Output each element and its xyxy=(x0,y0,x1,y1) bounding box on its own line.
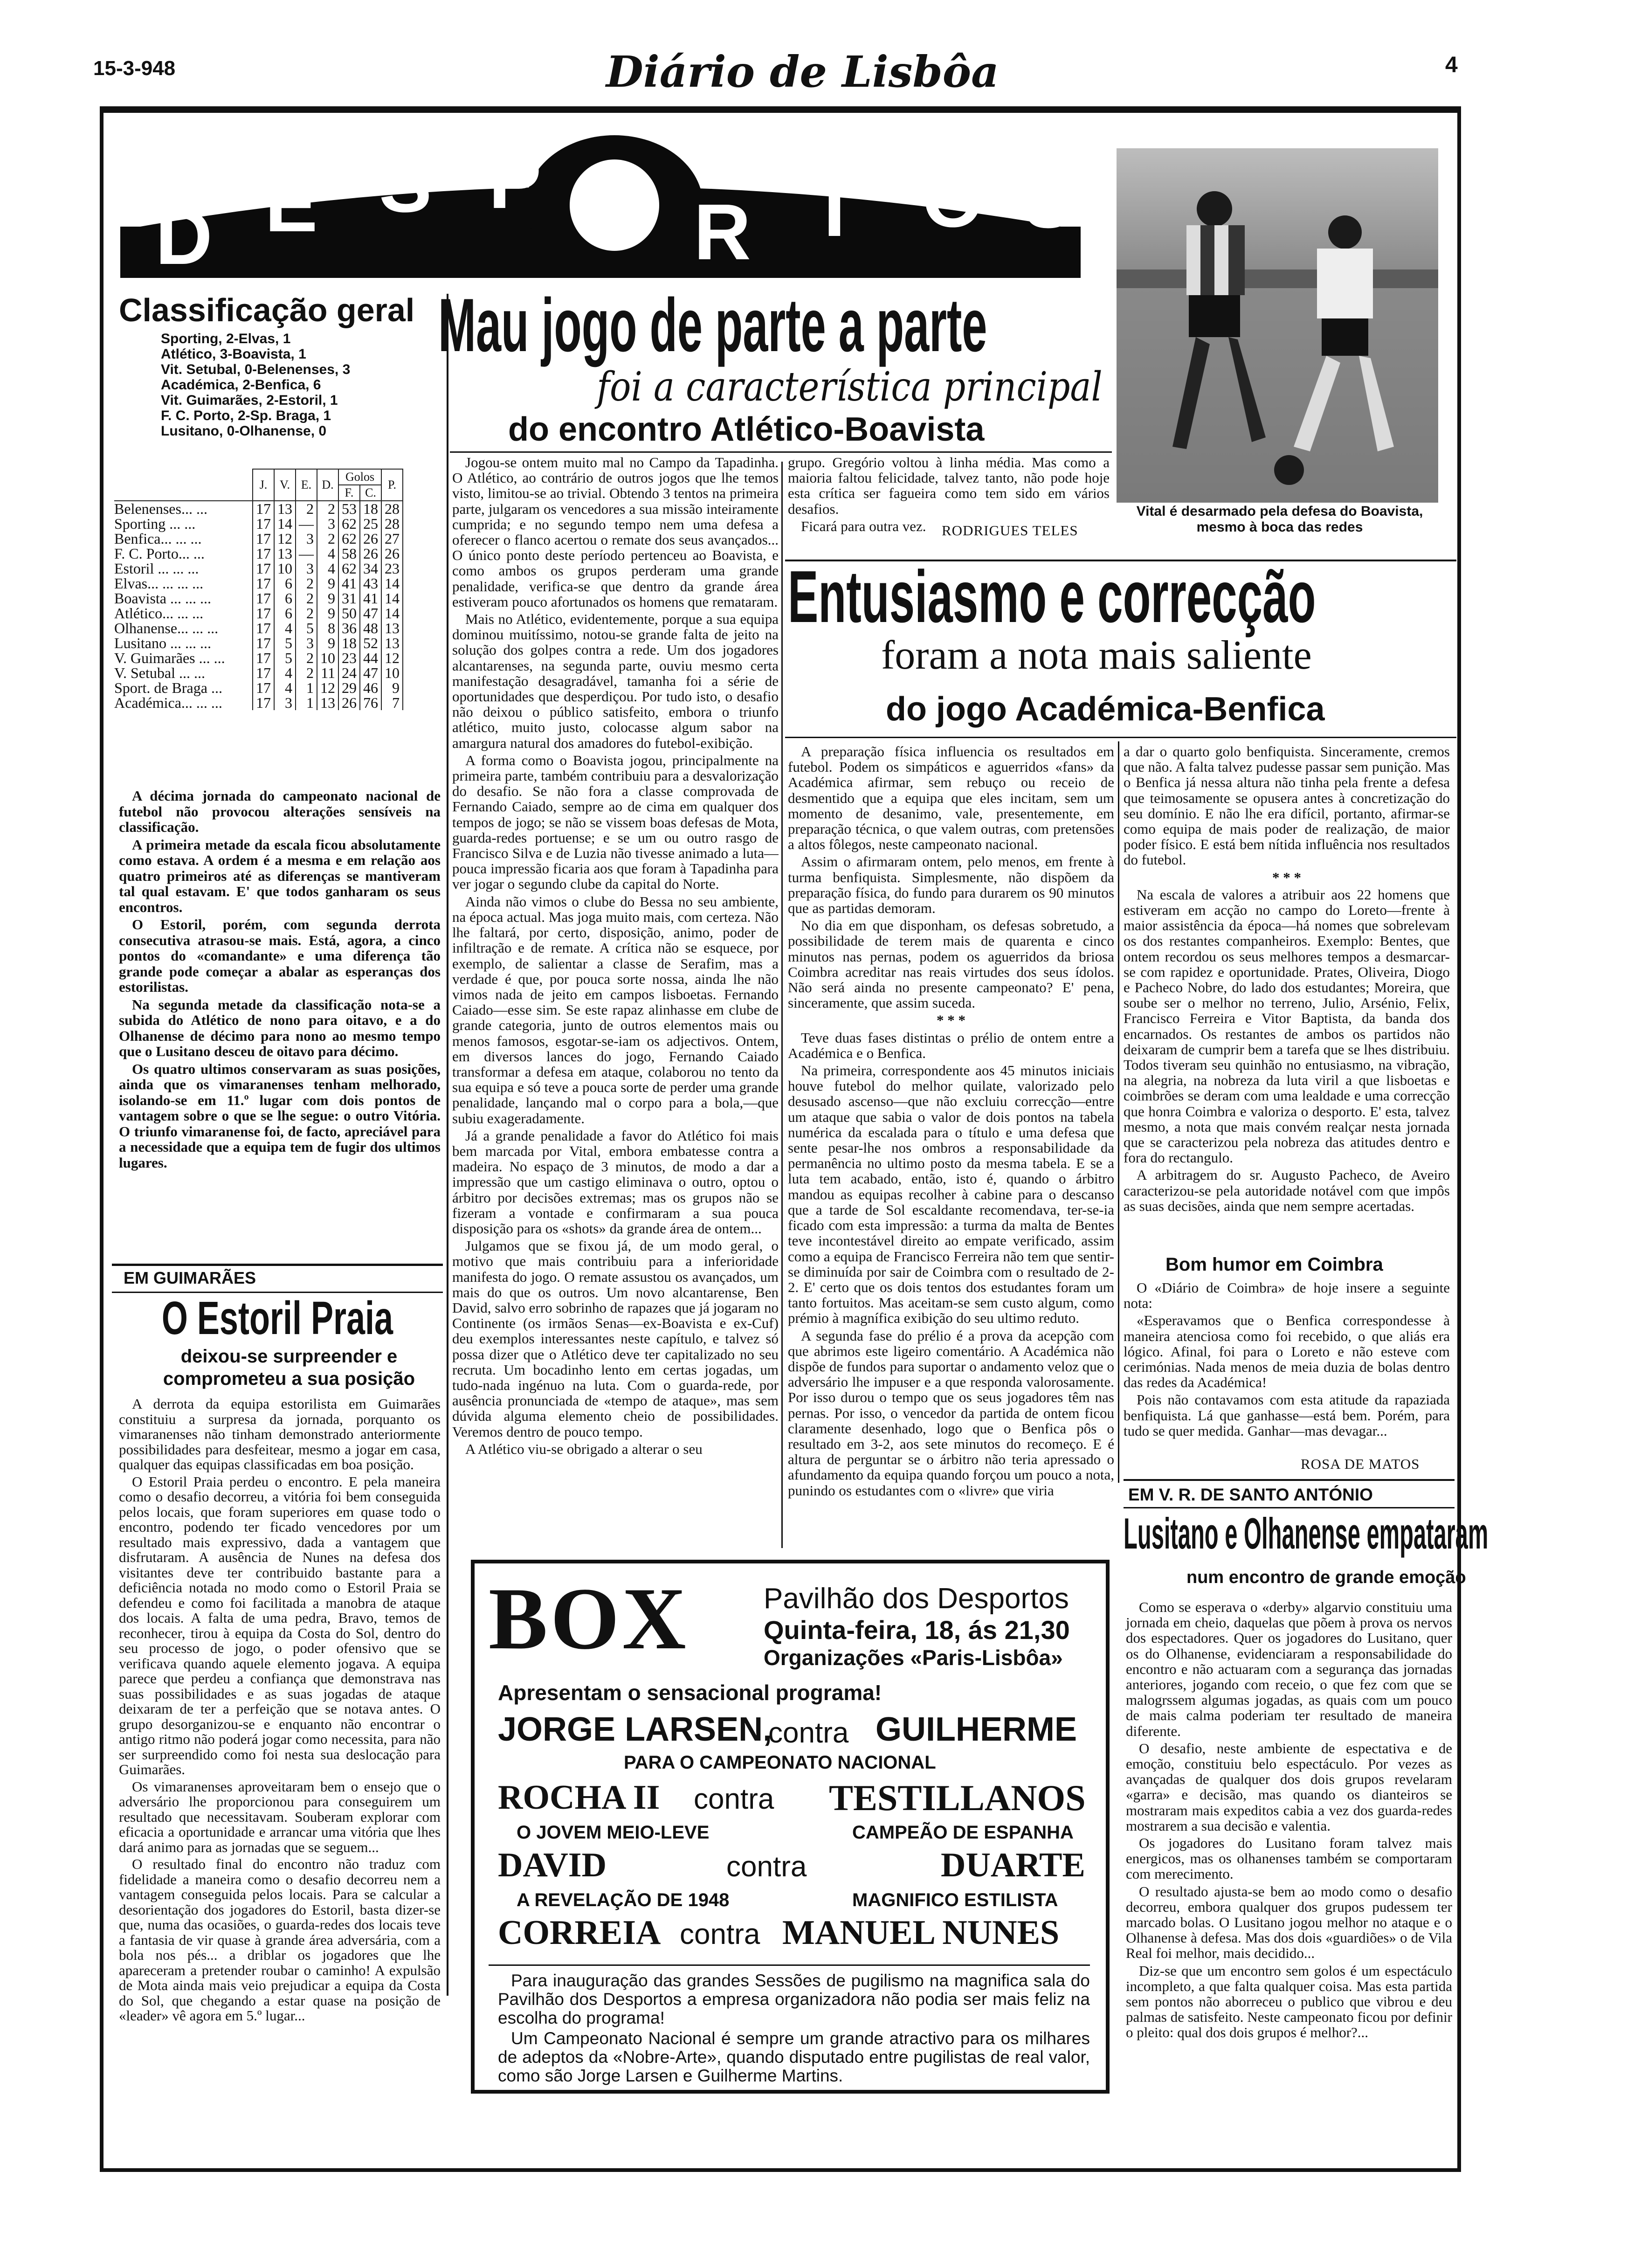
table-cell: 41 xyxy=(338,576,360,591)
table-cell: 2 xyxy=(296,650,317,665)
col-c: C. xyxy=(360,485,381,501)
team-name: Atlético... ... ... xyxy=(114,605,204,622)
bout-2-left-sub: O JOVEM MEIO-LEVE xyxy=(517,1822,710,1843)
paragraph: O resultado ajusta-se bem ao modo como o desafio decorreu, embora qualquer dos grupos pudessem ter marcado bolas. O Lusitano jogou melhor no ataque e o Olhanense à defesa. Mas dos dois «guardiões» o de Vila Real foi melhor, mais decidido... xyxy=(1126,1883,1452,1962)
page-number: 4 xyxy=(1445,53,1458,77)
separator: * * * xyxy=(937,1012,965,1029)
team-name: V. Guimarães ... ... xyxy=(114,650,225,666)
paragraph: Os vimaranenses aproveitaram bem o ensejo que o adversário lhe proporcionou para conseguirem um resultado que necessitavam. Souberam explorar com eficacia a oportunidade e arrancar uma vitória que lhes dará animo para as jornadas que se seguem... xyxy=(119,1778,441,1855)
team-name: Benfica... ... ... xyxy=(114,530,202,547)
table-row xyxy=(114,546,403,561)
table-cell: 18 xyxy=(338,636,360,650)
paragraph: O Estoril, porém, com segunda derrota consecutiva atrasou-se mais. Está, agora, a cinco pontos do «comandante» e uma diferença tão grande pode começar a abalar as esperanças dos estorilistas. xyxy=(119,916,441,995)
table-cell: 26 xyxy=(338,695,360,710)
table-cell: 62 xyxy=(338,561,360,576)
table-cell: 4 xyxy=(274,680,296,695)
table-cell: 5 xyxy=(274,650,296,665)
bout-3-left: DAVID xyxy=(498,1846,607,1884)
santo-antonio-headline: Lusitano e Olhanense empataram xyxy=(1124,1509,1489,1558)
table-cell: 13 xyxy=(274,546,296,561)
table-cell: 13 xyxy=(274,501,296,516)
team-name: V. Setubal ... ... xyxy=(114,664,205,681)
table-cell: 17 xyxy=(253,680,274,695)
academica-subhead: foram a nota mais saliente xyxy=(881,633,1312,678)
table-cell: 2 xyxy=(296,665,317,680)
guimaraes-headline: O Estoril Praia xyxy=(161,1292,393,1344)
ad-date: Quinta-feira, 18, ás 21,30 xyxy=(764,1615,1070,1645)
table-cell: 13 xyxy=(317,695,338,710)
academica-subhead2: do jogo Académica-Benfica xyxy=(886,691,1325,728)
table-cell: 6 xyxy=(274,606,296,621)
table-cell: 26 xyxy=(360,546,381,561)
table-cell: 14 xyxy=(381,606,403,621)
team-name: Lusitano ... ... ... xyxy=(114,635,211,651)
paragraph: O «Diário de Coimbra» de hoje insere a seguinte nota: xyxy=(1124,1279,1450,1312)
paragraph: Diz-se que um encontro sem golos é um espectáculo incompleto, a que falta qualquer coisa. Mas esta partida sem pontos não aborreceu o publico que vibrou e deu palmas de satisfeito. Neste campeonato ficou por definir o pleito: qual dos dois grupos é melhor?... xyxy=(1126,1962,1452,2041)
table-cell: 9 xyxy=(317,576,338,591)
bout-1-note: PARA O CAMPEONATO NACIONAL xyxy=(624,1752,936,1773)
table-cell: 17 xyxy=(253,636,274,650)
table-cell: 36 xyxy=(338,621,360,636)
table-row xyxy=(114,680,403,695)
team-name: Olhanense... ... ... xyxy=(114,620,219,636)
atletico-subhead2: do encontro Atlético-Boavista xyxy=(508,411,985,448)
table-row xyxy=(114,531,403,546)
col-v: V. xyxy=(274,469,296,501)
table-cell: 9 xyxy=(317,606,338,621)
table-cell: 17 xyxy=(253,546,274,561)
table-cell: 5 xyxy=(296,621,317,636)
table-cell: 8 xyxy=(317,621,338,636)
table-cell: 17 xyxy=(253,621,274,636)
result-line: Sporting, 2-Elvas, 1 xyxy=(161,331,291,346)
table-cell: 2 xyxy=(296,576,317,591)
table-cell: 3 xyxy=(274,695,296,710)
table-cell: 9 xyxy=(317,636,338,650)
masthead: Diário de Lisbôa xyxy=(606,47,999,97)
atletico-byline: RODRIGUES TELES xyxy=(942,522,1078,539)
paragraph: A derrota da equipa estorilista em Guimarães constituiu a surpresa da jornada, porquanto os vimaranenses não tinham demonstrado anteriormente possibilidades para desfeitear, mesmo a jogar em casa, qualquer das equipas classificadas em boa posição. xyxy=(119,1396,441,1473)
paragraph: grupo. Gregório voltou à linha média. Mas como a maioria faltou felicidade, talvez tanto, não pode hoje esta crítica ser fagueira como tem sido em vários desafios. xyxy=(788,454,1110,517)
table-cell: 3 xyxy=(296,636,317,650)
standings-table xyxy=(114,469,441,710)
table-cell: 52 xyxy=(360,636,381,650)
table-row xyxy=(114,650,403,665)
paragraph: No dia em que disponham, os defesas sobretudo, a possibilidade de terem mais de quarenta e cinco minutos nas pernas, podem os aguerridos da briosa Coimbra acreditar nas reais virtudes dos seus ídolos. Não será ainda no presente campeonato? E' pena, sinceramente, que assim suceda. xyxy=(788,917,1114,1011)
table-cell: 3 xyxy=(317,516,338,531)
table-cell: 7 xyxy=(381,695,403,710)
table-cell: 23 xyxy=(338,650,360,665)
table-cell: 50 xyxy=(338,606,360,621)
table-cell: 18 xyxy=(360,501,381,516)
table-cell: 10 xyxy=(274,561,296,576)
paragraph: Para inauguração das grandes Sessões de pugilismo na magnifica sala do Pavilhão dos Desportos a empresa organizadora não podia ser mais feliz na escolha do programa! xyxy=(498,1971,1090,2027)
table-cell: 26 xyxy=(381,546,403,561)
table-cell: 2 xyxy=(317,531,338,546)
paragraph: Na escala de valores a atribuir aos 22 homens que estiveram em acção no campo do Loreto—frente à maior assistência da época—há nomes que sobrelevam os dos restantes companheiros. Exemplo: Bentes, que ontem recordou os seus melhores tempos a desmarcar-se com rapidez e oportunidade. Prates, Oliveira, Diogo e Pacheco Nobre, do lado dos estudantes; Moreira, que soube ser o melhor no terreno, Julio, Arsénio, Felix, Francisco Ferreira e Vitor Baptista, da banda dos encarnados. Os restantes de ambos os partidos não deixaram de cumprir bem a tarefa que se lhes distribuiu. Todos tiveram seu quinhão no entusiasmo, na vibração, na alegria, na nobreza da luta viril a que lisboetas e coimbrões se deram com uma lealdade e uma correcção que honra Coimbra e valoriza o desporto. E' esta, talvez mesmo, a nota que mais convém realçar nesta jornada que se caracterizou pela nobreza das atitudes dentro e fora do rectangulo. xyxy=(1124,886,1450,1166)
bout-4-vs: contra xyxy=(680,1918,760,1950)
team-name: Académica... ... ... xyxy=(114,694,222,711)
team-name: Sporting ... ... xyxy=(114,515,196,532)
academica-col1 xyxy=(788,744,1114,1546)
table-cell: 17 xyxy=(253,531,274,546)
table-cell: 47 xyxy=(360,665,381,680)
banner-letter-d: D xyxy=(155,193,213,281)
paragraph: O Estoril Praia perdeu o encontro. E pela maneira como o desafio decorreu, a vitória foi bem conseguida pelos locais, que foram superiores em quase todo o encontro, podendo ter ficado vencedores por um resultado mais expressivo, dada a vantagem que disfrutaram. A ausência de Nunes na defesa dos visitantes deve ter contribuido bastante para a deficiência notada no modo como o Estoril Praia se defendeu e como foi facilitada a manobra de ataque dos locais. A falta de uma pedra, Bravo, temos de reconhecer, tirou à equipa da Costa do Sol, dentro do seu processo de jogo, o poder ofensivo que se verificava quando aquele elemento jogava. A equipa parece que perdeu a confiança que demonstrava nas suas possibilidades e as suas jogadas de ataque deixaram de ter a perfeição que se notava antes. O grupo desorganizou-se e enquanto não encontrar o antigo ritmo não poderá jogar como necessita, para não ser surpreendido como foi nesta sua deslocação para Guimarães. xyxy=(119,1473,441,1777)
santo-antonio-kicker: EM V. R. DE SANTO ANTÓNIO xyxy=(1128,1485,1373,1504)
ad-intro: Apresentam o sensacional programa! xyxy=(498,1680,882,1705)
team-name: Boavista ... ... ... xyxy=(114,590,211,607)
table-cell: 17 xyxy=(253,650,274,665)
table-cell: 12 xyxy=(274,531,296,546)
team-name: F. C. Porto... ... xyxy=(114,545,205,562)
paragraph: Pois não contavamos com esta atitude da rapaziada benfiquista. Lá que ganhasse—está bem. Porém, para tudo se quer medida. Ganhar—mas devagar... xyxy=(1124,1391,1450,1439)
classification-title: Classificação geral xyxy=(119,292,415,328)
paragraph: A segunda fase do prélio é a prova da acepção com que abrimos este ligeiro comentário. A Académica não dispõe de fundos para suportar o andamento veloz que o adversário lhe impuser e a que responda valorosamente. Por isso durou o tempo que os seus jogadores têm nas pernas. Por isso, o vencedor da partida de ontem ficou claramente desenhado, logo que o Benfica pôs o resultado em 3-2, aos sete minutos do recomeço. E é altura de perguntar se o árbitro não teria apressado o afundamento da equipa quando forçou um pouco a nota, punindo os estudantes com o «livre» que viria xyxy=(788,1327,1114,1499)
table-row xyxy=(114,561,403,576)
team-name: Belenenses... ... xyxy=(114,500,207,517)
table-cell: 2 xyxy=(296,501,317,516)
bout-4-left: CORREIA xyxy=(498,1914,661,1952)
table-cell: 17 xyxy=(253,665,274,680)
ad-box-title: BOX xyxy=(489,1570,689,1668)
result-line: Vit. Guimarães, 2-Estoril, 1 xyxy=(161,393,338,408)
table-cell: 41 xyxy=(360,591,381,606)
bout-1-left: JORGE LARSEN, xyxy=(498,1711,772,1748)
banner-letter-s: S xyxy=(379,140,432,229)
table-cell: 3 xyxy=(296,561,317,576)
bout-2-vs: contra xyxy=(694,1783,774,1815)
team-name: Sport. de Braga ... xyxy=(114,679,222,696)
col-e: E. xyxy=(296,469,317,501)
paragraph: Mais no Atlético, evidentemente, porque a sua equipa dominou muitíssimo, notou-se grande falta de jeito na solução dos golpes contra a rede. Um dos jogadores alcantarenses, na segunda parte, ouviu mesmo certa manifestação desagradável, tamanha foi a série de oportunidades que desperdiçou. Por tudo isto, o desafio não deixou o público satisfeito, embora o triunfo atlético, muito justo, colocasse algum sabor na amargura natural dos amadores do futebol-exibição. xyxy=(452,611,779,751)
table-cell: 2 xyxy=(296,606,317,621)
table-cell: 29 xyxy=(338,680,360,695)
coimbra-sidebar xyxy=(1124,1280,1450,1440)
photo-caption: Vital é desarmado pela defesa do Boavista, mesmo à boca das redes xyxy=(1136,504,1423,535)
classification-commentary xyxy=(119,788,441,1172)
santo-antonio-body xyxy=(1126,1599,1452,2042)
banner-letter-p: P xyxy=(489,137,542,225)
paragraph: A primeira metade da escala ficou absolutamente como estava. A ordem é a mesma e em relação aos quatro primeiros até as diferenças se mantiveram tal qual estavam. E' que todos ganharam os seus encontros. xyxy=(119,836,441,915)
table-cell: 10 xyxy=(381,665,403,680)
bout-2-right: TESTILLANOS xyxy=(829,1777,1086,1818)
ad-footer xyxy=(498,1971,1090,2087)
ad-organizer: Organizações «Paris-Lisbôa» xyxy=(764,1646,1063,1670)
table-cell: 17 xyxy=(253,516,274,531)
table-cell: — xyxy=(296,516,317,531)
desportos-banner xyxy=(120,135,1081,284)
guimaraes-body xyxy=(119,1397,441,2026)
paragraph: A forma como o Boavista jogou, principalmente na primeira parte, também contribuiu para a desvalorização do desafio. Se não fora a classe comprovada de Fernando Caiado, sempre ao de cima em qualquer dos tempos de jogo; se não se vissem boas defesas de Mota, guarda-redes portuense; e se um ou outro rasgo de Francisco Silva e de Luzia não tivesse animado a luta—pouca impressão ficaria aos que foram à Tapadinha para ver jogar o segundo clube da capital do Norte. xyxy=(452,752,779,892)
paragraph: Assim o afirmaram ontem, pelo menos, em frente à turma benfiquista. Simplesmente, não dispõem da preparação física, do fundo para durarem os 90 minutos que as partidas demoram. xyxy=(788,853,1114,917)
paragraph: Já a grande penalidade a favor do Atlético foi mais bem marcada por Vital, embora embatesse contra a madeira. No espaço de 3 minutos, de modo a dar a impressão que um castigo eliminava o outro, optou o árbitro por decisões extremas; mas os grupos não se fizeram a vontade e confirmaram a sua pouca disposição para os «shots» da grande área de ontem... xyxy=(452,1127,779,1237)
table-cell: 17 xyxy=(253,591,274,606)
table-cell: 4 xyxy=(274,621,296,636)
table-cell: 12 xyxy=(317,680,338,695)
table-cell: 17 xyxy=(253,695,274,710)
banner-letter-s2: S xyxy=(1025,164,1072,242)
atletico-subhead: foi a característica principal xyxy=(597,364,1103,410)
table-cell: 76 xyxy=(360,695,381,710)
table-cell: 2 xyxy=(317,501,338,516)
results-list xyxy=(161,331,350,439)
col-golos: Golos xyxy=(338,469,381,485)
result-line: Académica, 2-Benfica, 6 xyxy=(161,377,321,393)
table-cell: 1 xyxy=(296,695,317,710)
table-cell: 24 xyxy=(338,665,360,680)
paragraph: Os jogadores do Lusitano foram talvez mais energicos, mas os olhanenses também se comportaram com merecimento. xyxy=(1126,1835,1452,1882)
table-cell: 10 xyxy=(317,650,338,665)
table-cell: 5 xyxy=(274,636,296,650)
table-row xyxy=(114,695,403,710)
guimaraes-subhead: deixou-se surpreender e comprometeu a sua posição xyxy=(163,1346,415,1389)
table-row xyxy=(114,501,403,516)
table-row xyxy=(114,516,403,531)
table-cell: 46 xyxy=(360,680,381,695)
academica-headline: Entusiasmo e correcção xyxy=(788,556,1316,638)
guimaraes-kicker: EM GUIMARÃES xyxy=(124,1268,256,1287)
paragraph: Jogou-se ontem muito mal no Campo da Tapadinha. O Atlético, ao contrário de outros jogos que lhe temos visto, limitou-se ao trivial. Obtendo 3 tentos na primeira parte, julgaram os vencedores a sua missão inteiramente cumprida; e no segundo tempo nem uma defesa a oferecer o flanco acertou o remate dos seus avançados... O único ponto deste período pertenceu ao Boavista, e como ambos os grupos perderam uma grande penalidade, verifica-se que dentro da grande área estiveram pouco afortunados os homens que remataram. xyxy=(452,455,779,610)
col-f: F. xyxy=(338,485,360,501)
table-cell: 48 xyxy=(360,621,381,636)
table-cell: 9 xyxy=(317,591,338,606)
table-cell: 44 xyxy=(360,650,381,665)
paragraph: a dar o quarto golo benfiquista. Sinceramente, cremos que não. A falta talvez pudesse passar sem punição. Mas o Benfica já nessa altura não tinha pela frente a defesa que teimosamente se opusera antes à concretização do seu domínio. E não lhe era difícil, portanto, afirmar-se como equipa de mais poder de realização, de maior poder físico. E está bem nítida influência nos resultados do futebol. xyxy=(1124,743,1450,868)
table-cell: 6 xyxy=(274,591,296,606)
table-cell: 4 xyxy=(317,546,338,561)
ad-venue: Pavilhão dos Desportos xyxy=(764,1583,1069,1615)
table-cell: 53 xyxy=(338,501,360,516)
banner-letter-e: E xyxy=(265,160,318,249)
paragraph: Ficará para outra vez. xyxy=(801,518,926,534)
table-cell: 6 xyxy=(274,576,296,591)
bout-3-right-sub: MAGNIFICO ESTILISTA xyxy=(852,1890,1058,1910)
paragraph: A Atlético viu-se obrigado a alterar o seu xyxy=(465,1440,703,1457)
table-cell: 58 xyxy=(338,546,360,561)
paragraph: Como se esperava o «derby» algarvio constituiu uma jornada em cheio, daquelas que põem à prova os nervos dos espectadores. Quer os jogadores do Lusitano, quer os do Olhanense, evidenciaram a responsabilidade do encontro e não actuaram com a segurança das jornadas anteriores, jogando com receio, o que fez com que se malogrssem algumas jogadas, as quais com um pouco de mais calma poderiam ter resultado de maneira diferente. xyxy=(1126,1599,1452,1739)
bout-3-vs: contra xyxy=(726,1851,807,1883)
bout-3-left-sub: A REVELAÇÃO DE 1948 xyxy=(517,1890,730,1910)
table-cell: 28 xyxy=(381,516,403,531)
banner-letter-r: R xyxy=(694,188,751,277)
table-cell: 3 xyxy=(296,531,317,546)
table-row xyxy=(114,591,403,606)
table-cell: 1 xyxy=(296,680,317,695)
table-cell: 28 xyxy=(381,501,403,516)
table-cell: 14 xyxy=(381,576,403,591)
table-cell: 47 xyxy=(360,606,381,621)
football-photo xyxy=(1117,148,1438,503)
paragraph: Um Campeonato Nacional é sempre um grande atractivo para os milhares de adeptos da «Nobre-Arte», quando disputado entre pugilistas de real valor, como são Jorge Larsen e Guilherme Martins. xyxy=(498,2029,1090,2085)
bout-1-right: GUILHERME xyxy=(876,1711,1077,1748)
result-line: Atlético, 3-Boavista, 1 xyxy=(161,346,306,362)
table-cell: 9 xyxy=(381,680,403,695)
paragraph: O resultado final do encontro não traduz com fidelidade a maneira como o desafio decorreu nem a vantagem conseguida pelos locais. Para se calcular a desorientação dos jogadores do Estoril, basta dizer-se que, numa das ocasiões, o guarda-redes dos locais teve a fantasia de vir quase à grande área adversária, com a bola nos pés... a driblar os jogadores que lhe apareceram a pretender roubar o caminho! A expulsão de Mota ainda mais veio prejudicar a equipa da Costa do Sol, que chegando a estar quase na posição de «leader» vê agora em 5.º lugar... xyxy=(119,1856,441,2024)
table-cell: 34 xyxy=(360,561,381,576)
paragraph: A décima jornada do campeonato nacional de futebol não provocou alterações sensíveis na classificação. xyxy=(119,788,441,835)
table-cell: 43 xyxy=(360,576,381,591)
table-row xyxy=(114,665,403,680)
table-cell: 17 xyxy=(253,606,274,621)
academica-col2 xyxy=(1124,744,1450,1216)
bout-1-vs: contra xyxy=(768,1717,849,1749)
table-cell: 17 xyxy=(253,561,274,576)
table-cell: 27 xyxy=(381,531,403,546)
team-name: Elvas... ... ... ... xyxy=(114,575,204,592)
table-cell: 12 xyxy=(381,650,403,665)
paragraph: Na primeira, correspondente aos 45 minutos iniciais houve futebol do melhor quilate, valorizado pelo desusado ascenso—que não excluiu correcção—entre um ataque que sabia o valor de dois pontos na tabela numérica da escalada para o título e uma defesa que sente pesar-lhe nos ombros a responsabilidade da permanência no ultimo posto da mesma tabela. E se a luta tem acabado, então, isto é, quando o árbitro mandou as equipas recolher à cabine para o descanso que a tarde de Sol escaldante recomendava, ter-se-ia ficado com esta impressão: a turma da malta de Bentes teve incontestável direito ao empate verificado, assim como a equipa de Francisco Ferreira não tem que sentir-se diminuída por sair de Coimbra com o resultado de 2-2. E' certo que os dois tentos dos estudantes foram um tanto fortuitos. Mas aceitam-se sem custo algum, como prémio à magnífica exibição do seu ultimo reduto. xyxy=(788,1062,1114,1327)
santo-antonio-subhead: num encontro de grande emoção xyxy=(1186,1568,1466,1587)
col-p: P. xyxy=(381,469,403,501)
table-row xyxy=(114,636,403,650)
table-cell: 23 xyxy=(381,561,403,576)
bout-3-right: DUARTE xyxy=(941,1846,1085,1884)
paragraph: Ainda não vimos o clube do Bessa no seu ambiente, na época actual. Mas joga muito mais, com certeza. Não lhe faltará, por certo, disposição, animo, poder de infiltração e de remate. A crítica não se esquece, por exemplo, de salientar a classe de Serafim, mas a verdade é que, por pouca sorte nossa, ainda lhe não vimos nada de jeito em campos lisboetas. Fernando Caiado—esse sim. Se este rapaz alinhasse em clube de grande categoria, junto de outros elementos mais ou menos famosos, esgotar-se-iam os adjectivos. Ontem, em diversos lances do jogo, Fernando Caiado transformar a defesa em ataque, colaborou no tento da sua equipa e só teve a pouca sorte de perder uma grande penalidade, lançando mal o corpo para a bola,—que subiu exageradamente. xyxy=(452,893,779,1127)
paragraph: O desafio, neste ambiente de espectativa e de emoção, constituiu belo espectáculo. Por vezes as avançadas de qualquer dos dois grupos revelaram «garra» e decisão, mas quando os dianteiros se mostraram mais expeditos cabia a vez dos guarda-redes mostrarem a sua decisão e valentia. xyxy=(1126,1740,1452,1834)
table-cell: 13 xyxy=(381,636,403,650)
paragraph: Teve duas fases distintas o prélio de ontem entre a Académica e o Benfica. xyxy=(788,1029,1114,1061)
result-line: F. C. Porto, 2-Sp. Braga, 1 xyxy=(161,408,331,423)
atletico-headline: Mau jogo de parte a parte xyxy=(438,283,987,367)
table-cell: 14 xyxy=(381,591,403,606)
table-row xyxy=(114,576,403,591)
paragraph: A arbitragem do sr. Augusto Pacheco, de Aveiro caracterizou-se pela autoridade notável com que impôs as suas decisões, ainda que nem sempre acertadas. xyxy=(1124,1167,1450,1214)
coimbra-sidebar-title: Bom humor em Coimbra xyxy=(1165,1254,1383,1275)
table-cell: 13 xyxy=(381,621,403,636)
separator: * * * xyxy=(1272,869,1301,885)
table-cell: 2 xyxy=(296,591,317,606)
table-row xyxy=(114,621,403,636)
paragraph: Na segunda metade da classificação nota-se a subida do Atlético de nono para oitavo, e a do Olhanense de décimo para nono ao mesmo tempo que o Lusitano desceu de oitavo para décimo. xyxy=(119,996,441,1059)
bout-4-right: MANUEL NUNES xyxy=(782,1914,1060,1952)
team-name: Estoril ... ... ... xyxy=(114,560,199,577)
table-cell: — xyxy=(296,546,317,561)
table-cell: 14 xyxy=(274,516,296,531)
academica-byline: ROSA DE MATOS xyxy=(1301,1456,1420,1472)
table-cell: 4 xyxy=(274,665,296,680)
table-cell: 11 xyxy=(317,665,338,680)
result-line: Lusitano, 0-Olhanense, 0 xyxy=(161,423,327,439)
atletico-col1 xyxy=(452,455,779,1550)
table-cell: 62 xyxy=(338,531,360,546)
table-row xyxy=(114,606,403,621)
table-cell: 17 xyxy=(253,576,274,591)
table-cell: 4 xyxy=(317,561,338,576)
banner-letter-t: T xyxy=(810,165,859,253)
table-cell: 17 xyxy=(253,501,274,516)
paragraph: Os quatro ultimos conservaram as suas posições, ainda que os vimaranenses tenham melhorado, isolando-se em 11.º lugar com dois pontos de vantagem sobre o que se lhe segue: o outro Vitória. O triunfo vimaranense foi, de facto, apreciável para a necessidade que a equipa tem de fugir dos ultimos lugares. xyxy=(119,1060,441,1171)
page-date: 15-3-948 xyxy=(93,57,176,80)
paragraph: A preparação física influencia os resultados em futebol. Podem os simpáticos e aguerridos «fans» da Académica afirmar, sem rebuço ou receio de desmentido que a equipa que eles incitam, sem um momento de desanimo, vale, presentemente, em preparação técnica, o que valem outras, com pretensões a altos fôlegos, neste campeonato nacional. xyxy=(788,744,1114,853)
table-cell: 31 xyxy=(338,591,360,606)
col-d: D. xyxy=(317,469,338,501)
bout-2-left: ROCHA II xyxy=(498,1778,660,1817)
boxing-advertisement xyxy=(471,1560,1110,2094)
paragraph: «Esperavamos que o Benfica correspondesse à maneira atenciosa como foi recebido, o que aliás era lógico. Afinal, foi para o Loreto e não esteve com cerimónias. Nada menos de meia duzia de bolas dentro das redes da Académica! xyxy=(1124,1312,1450,1391)
table-cell: 25 xyxy=(360,516,381,531)
result-line: Vit. Setubal, 0-Belenenses, 3 xyxy=(161,362,351,377)
col-j: J. xyxy=(253,469,274,501)
banner-letter-o2: O xyxy=(922,155,984,244)
bout-2-right-sub: CAMPEÃO DE ESPANHA xyxy=(852,1822,1074,1843)
table-cell: 62 xyxy=(338,516,360,531)
paragraph: Julgamos que se fixou já, de um modo geral, o motivo que mais contribuiu para a inferioridade manifesta do jogo. O remate assustou os avançados, um mais do que os outros. Um novo alcantarense, Ben David, salvo erro sobrinho de rapazes que já jogaram no Continente (os irmãos Senas—ex-Boavista e ex-Cuf) deu exemplos interessantes neste capítulo, e talvez só possa dizer que o Atlético deve ter capitalizado no seu recruta. Um bocadinho lento em certas jogadas, um tudo-nada ingénuo na luta. Com o guarda-rede, por ausência pronunciada de «tempo de ataque», mas sem dúvida alguma elemento cheio de possibilidades. Veremos dentro de pouco tempo. xyxy=(452,1238,779,1440)
table-cell: 26 xyxy=(360,531,381,546)
